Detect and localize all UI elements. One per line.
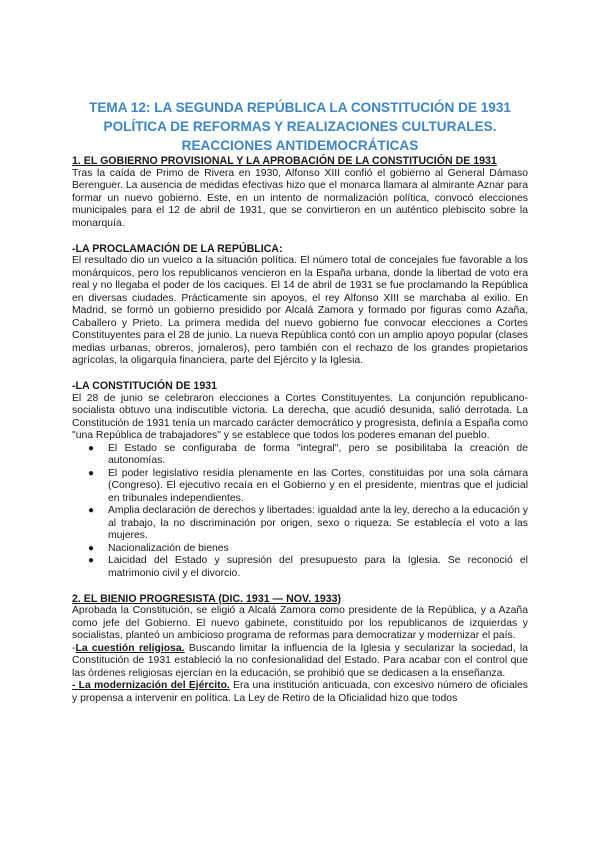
list-item bbox=[88, 467, 528, 506]
bullet-icon: ● bbox=[88, 542, 95, 554]
religious-label: La cuestión religiosa. bbox=[75, 642, 185, 654]
spacer bbox=[72, 580, 528, 593]
religious-prefix: - bbox=[72, 642, 76, 654]
list-item-text: Nacionalización de bienes bbox=[108, 542, 229, 554]
document-page bbox=[72, 98, 528, 705]
bullet-icon: ● bbox=[88, 442, 95, 454]
list-item bbox=[88, 555, 528, 580]
constitution-bullet-list bbox=[72, 443, 528, 581]
list-item-text: El poder legislativo residía plenamente en las Cortes, constituidas por una sola cámara (Congreso). El ejecutivo recaía en el Gobierno y en el presidente, mientras que el judicial en tribunales independientes. bbox=[108, 467, 528, 504]
list-item-text: El Estado se configuraba de forma "integral", pero se posibilitaba la creación de autonomías. bbox=[108, 442, 528, 466]
list-item bbox=[88, 542, 528, 556]
spacer bbox=[72, 230, 528, 243]
list-item-text: Laicidad del Estado y supresión del presupuesto para la Iglesia. Se reconoció el matrimonio civil y el divorcio. bbox=[108, 555, 528, 579]
section-1-intro: Tras la caída de Primo de Rivera en 1930, Alfonso XIII confió el gobierno al General Dámaso Berenguer. La ausencia de medidas efectivas hizo que el monarca llamara al almirante Aznar para formar un nuevo gobierno. Este, en un intento de normalización política, convocó elecciones municipales para el 12 de abril de 1931, que se convirtieron en un auténtico plebiscito sobre la monarquía. bbox=[72, 167, 528, 229]
spacer bbox=[72, 368, 528, 381]
title-line-3: REACCIONES ANTIDEMOCRÁTICAS bbox=[181, 138, 419, 153]
constitution-paragraph: El 28 de junio se celebraron elecciones a Cortes Constituyentes. La conjunción republicano-socialista obtuvo una indiscutible victoria. La derecha, que acudió desunida, salió derrotada. La Constitución de 1931 tenía un marcado carácter democrático y progresista, definía a España como "una República de trabajadores" y se establece que todos los poderes emanan del pueblo. bbox=[72, 392, 528, 441]
document-title bbox=[72, 98, 528, 155]
bullet-icon: ● bbox=[88, 555, 95, 566]
list-item-text: Amplia declaración de derechos y libertades: igualdad ante la ley, derecho a la educación y al trabajo, la no discriminación por origen, sexo o riqueza. Se establecía el voto a las mujeres. bbox=[108, 505, 528, 541]
section-2-heading: 2. EL BIENIO PROGRESISTA (DIC. 1931 — NOV. 1933) bbox=[72, 592, 342, 605]
proclamation-heading: -LA PROCLAMACIÓN DE LA REPÚBLICA: bbox=[72, 242, 283, 255]
list-item bbox=[88, 442, 528, 468]
army-paragraph bbox=[72, 680, 528, 705]
religious-text: Buscando limitar la influencia de la Iglesia y secularizar la sociedad, la Constitución de 1931 estableció la no confesionalidad del Estado. Para acabar con el control que las órdenes religiosas ejercían en la educación, se prohibió que se dedicasen a la enseñanza. bbox=[72, 642, 529, 679]
section-1-heading: 1. EL GOBIERNO PROVISIONAL Y LA APROBACIÓN DE LA CONSTITUCIÓN DE 1931 bbox=[72, 155, 497, 167]
title-line-1: TEMA 12: LA SEGUNDA REPÚBLICA LA CONSTITUCIÓN DE 1931 bbox=[89, 100, 511, 115]
bullet-icon: ● bbox=[88, 505, 95, 516]
title-line-2: POLÍTICA DE REFORMAS Y REALIZACIONES CULTURALES. bbox=[103, 119, 497, 134]
section-2-intro: Aprobada la Constitución, se eligió a Alcalá Zamora como presidente de la República, y a Azaña como jefe del Gobierno. El nuevo gabinete, constituido por los republicanos de izquierdas y socialistas, planteó un ambicioso programa de reformas para democratizar y modernizar el país. bbox=[72, 605, 528, 641]
list-item bbox=[88, 505, 528, 543]
army-text: Era una institución anticuada, con excesivo número de oficiales y propensa a intervenir en política. La Ley de Retiro de la Oficialidad hizo que todos bbox=[72, 680, 529, 704]
army-label: - La modernización del Ejército. bbox=[72, 680, 230, 691]
bullet-icon: ● bbox=[88, 467, 95, 479]
religious-paragraph bbox=[72, 643, 528, 681]
constitution-heading: -LA CONSTITUCIÓN DE 1931 bbox=[72, 380, 217, 392]
proclamation-paragraph: El resultado dio un vuelco a la situación política. El número total de concejales fue favorable a los monárquicos, pero los republicanos vencieron en la España urbana, donde la libertad de voto era real y no llegaba el poder de los caciques. El 14 de abril de 1931 se fue proclamando la República en diversas ciudades. Prácticamente sin apoyos, el rey Alfonso XIII se marchaba al exilio. En Madrid, se formó un gobierno presidido por Alcalá Zamora y formado por figuras como Azaña, Caballero y Prieto. La primera medida del nuevo gobierno fue convocar elecciones a Cortes Constituyentes para el 28 de junio. La nueva República contó con un amplio apoyo popular (clases medias urbanas, obreros, jornaleros), pero también con el rechazo de los grandes propietarios agrícolas, la oligarquía financiera, parte del Ejército y la Iglesia. bbox=[72, 255, 528, 366]
